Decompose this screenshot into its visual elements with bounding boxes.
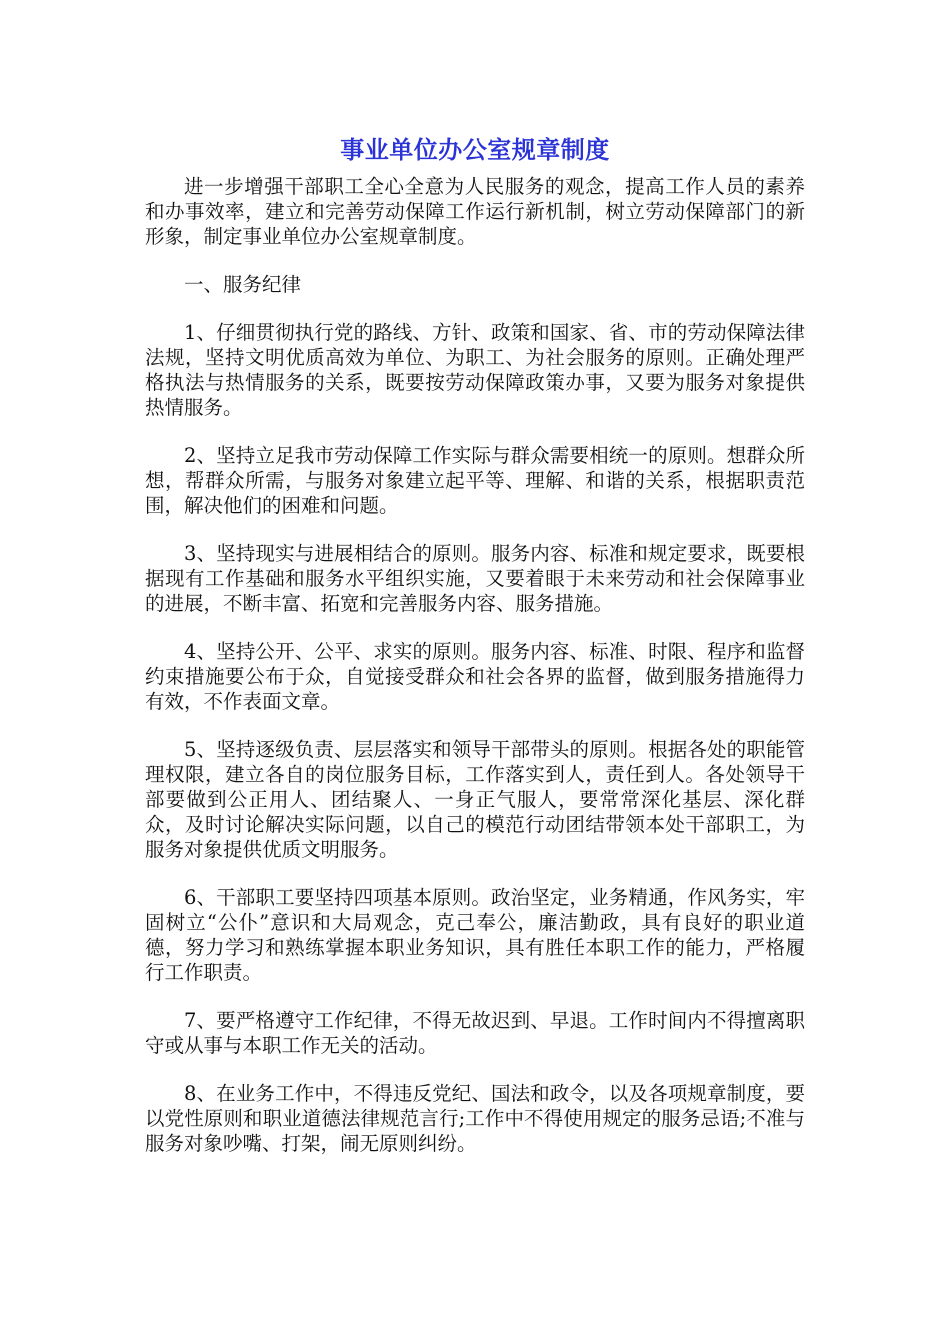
paragraph-gap: [145, 616, 805, 639]
rule-item-1: 1、仔细贯彻执行党的路线、方针、政策和国家、省、市的劳动保障法律法规，坚持文明优质高效为单位、为职工、为社会服务的原则。正确处理严格执法与热情服务的关系，既要按劳动保障政策办事，又要为服务对象提供热情服务。: [145, 321, 805, 419]
intro-paragraph: 进一步增强干部职工全心全意为人民服务的观念，提高工作人员的素养和办事效率，建立和完善劳动保障工作运行新机制，树立劳动保障部门的新形象，制定事业单位办公室规章制度。: [145, 175, 805, 248]
paragraph-gap: [145, 249, 805, 272]
paragraph-gap: [145, 985, 805, 1008]
rule-item-4: 4、坚持公开、公平、求实的原则。服务内容、标准、时限、程序和监督约束措施要公布于众，自觉接受群众和社会各界的监督，做到服务措施得力有效，不作表面文章。: [145, 640, 805, 713]
paragraph-gap: [145, 714, 805, 737]
paragraph-gap: [145, 862, 805, 885]
document-title: 事业单位办公室规章制度: [340, 136, 610, 164]
paragraph-gap: [145, 297, 805, 320]
section-heading-service-discipline: 一、服务纪律: [184, 273, 302, 296]
rule-item-8: 8、在业务工作中，不得违反党纪、国法和政令，以及各项规章制度，要以党性原则和职业道德法律规范言行;工作中不得使用规定的服务忌语;不准与服务对象吵嘴、打架，闹无原则纠纷。: [145, 1082, 805, 1155]
paragraph-gap: [145, 518, 805, 541]
rule-item-5: 5、坚持逐级负责、层层落实和领导干部带头的原则。根据各处的职能管理权限，建立各自的岗位服务目标，工作落实到人，责任到人。各处领导干部要做到公正用人、团结聚人、一身正气服人，要常常深化基层、深化群众，及时讨论解决实际问题，以自己的模范行动团结带领本处干部职工，为服务对象提供优质文明服务。: [145, 738, 805, 861]
rule-item-2: 2、坚持立足我市劳动保障工作实际与群众需要相统一的原则。想群众所想，帮群众所需，与服务对象建立起平等、理解、和谐的关系，根据职责范围，解决他们的困难和问题。: [145, 444, 805, 517]
rule-item-7: 7、要严格遵守工作纪律，不得无故迟到、早退。工作时间内不得擅离职守或从事与本职工作无关的活动。: [145, 1009, 805, 1057]
document-page: [145, 130, 805, 1156]
rule-item-6: 6、干部职工要坚持四项基本原则。政治坚定，业务精通，作风务实，牢固树立“公仆”意识和大局观念，克己奉公，廉洁勤政，具有良好的职业道德，努力学习和熟练掌握本职业务知识，具有胜任本职工作的能力，严格履行工作职责。: [145, 886, 805, 984]
rule-item-3: 3、坚持现实与进展相结合的原则。服务内容、标准和规定要求，既要根据现有工作基础和服务水平组织实施，又要着眼于未来劳动和社会保障事业的进展，不断丰富、拓宽和完善服务内容、服务措施。: [145, 542, 805, 615]
paragraph-gap: [145, 420, 805, 443]
paragraph-gap: [145, 1058, 805, 1081]
